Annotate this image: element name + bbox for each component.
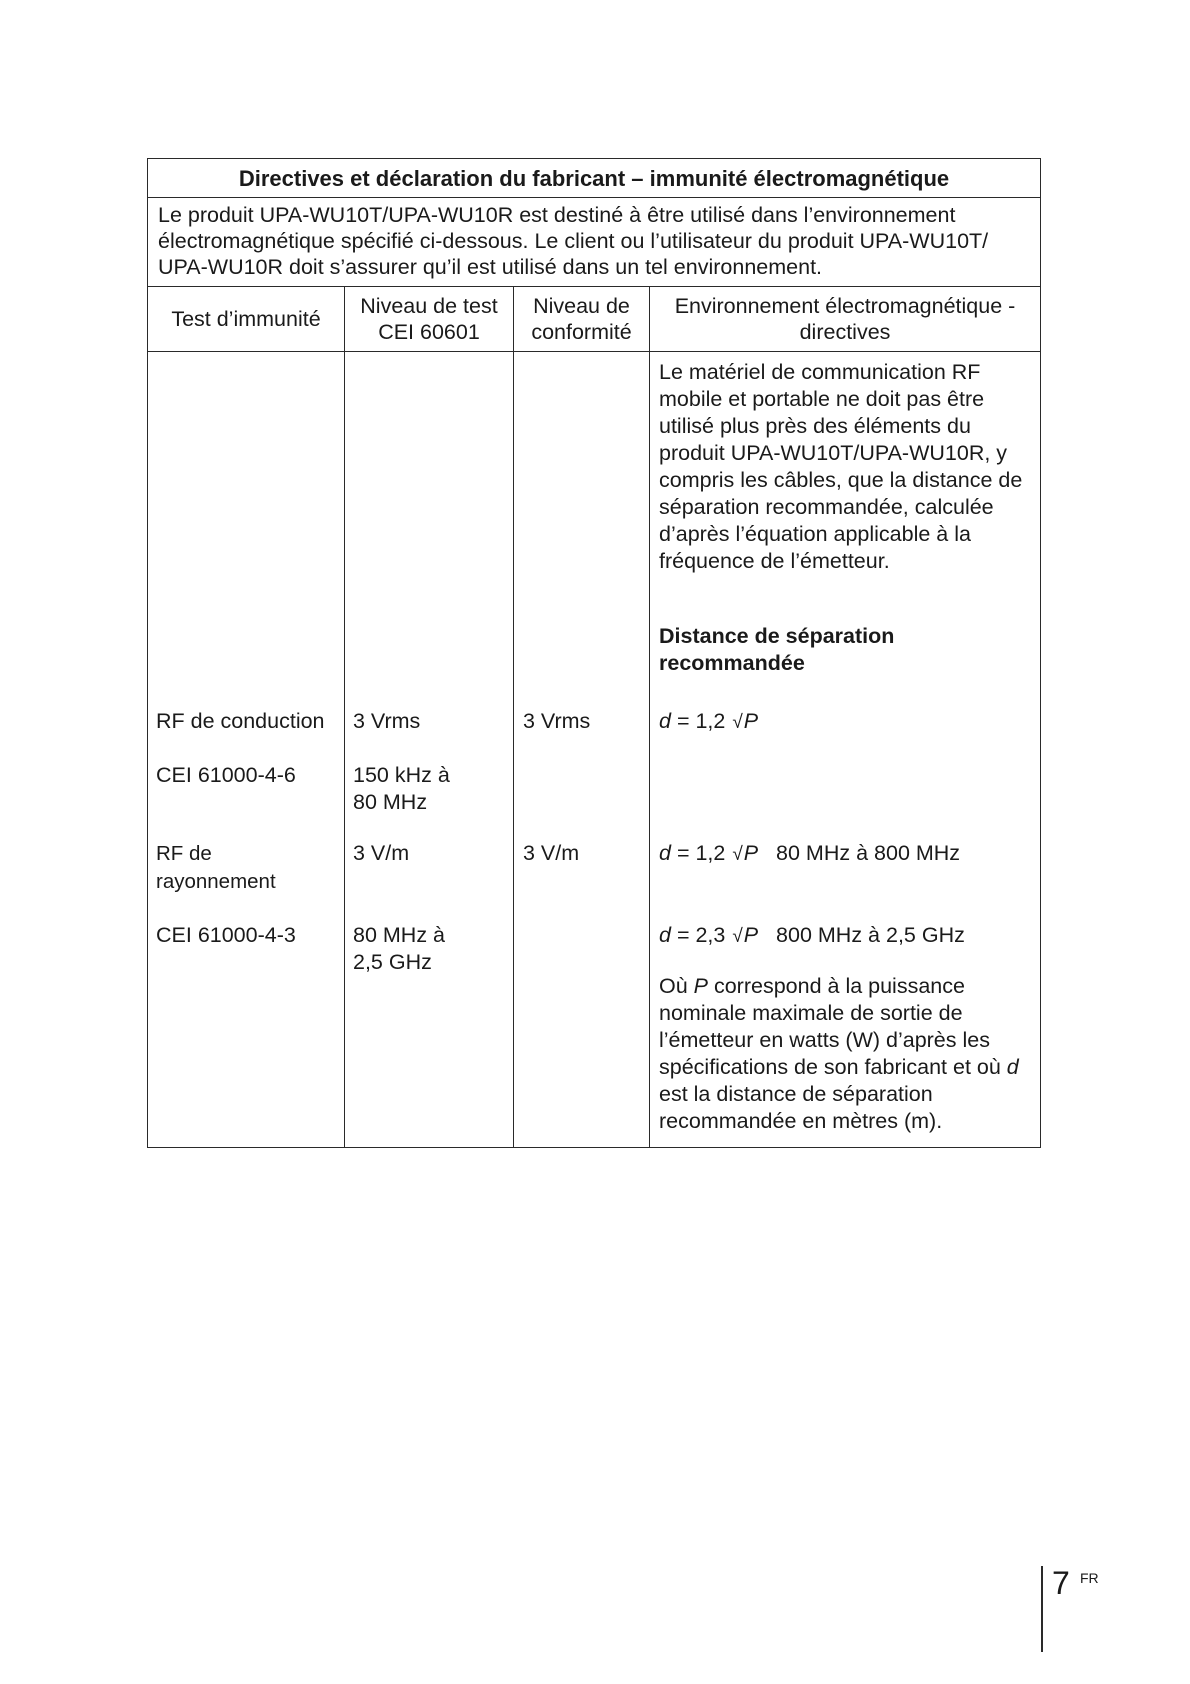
formula-3 — [659, 922, 965, 950]
conformity-vm: 3 V/m — [523, 841, 580, 865]
formula-1 — [659, 708, 758, 736]
formula-1-eq: = 1,2 — [670, 709, 732, 733]
conformity-vrms: 3 Vrms — [523, 709, 591, 733]
formula-3-d: d — [659, 923, 671, 947]
formula-1-p: P — [743, 709, 759, 733]
level-vm: 3 V/m — [353, 841, 410, 865]
formula-3-range: 800 MHz à 2,5 GHz — [758, 923, 965, 947]
col-test — [148, 352, 345, 1148]
formula-3-p: P — [743, 923, 759, 947]
page-number: 7 — [1052, 1565, 1070, 1601]
immunity-table — [147, 158, 1041, 1148]
sqrt-icon: √ — [732, 844, 743, 865]
formula-2-range: 80 MHz à 800 MHz — [758, 841, 961, 865]
note-lead: Où — [659, 974, 694, 998]
header-test: Test d’immunité — [148, 287, 345, 352]
col-conformity — [514, 352, 650, 1148]
rf-conduction-label: RF de conduction — [156, 709, 325, 733]
formula-1-d: d — [659, 709, 671, 733]
sqrt-icon: √ — [732, 712, 743, 733]
cei-61000-4-6-label: CEI 61000-4-6 — [156, 763, 296, 787]
page-number-rule — [1041, 1566, 1043, 1652]
table-intro: Le produit UPA-WU10T/UPA-WU10R est destiné à être utilisé dans l’environnement électromagnétique spécifié ci-dessous. Le client ou l’utilisateur du produit UPA-WU10T/ UPA-WU10R doit s’assurer qu’il est utilisé dans un tel environnement. — [148, 198, 1041, 287]
note-tail: est la distance de séparation recommandée en mètres (m). — [659, 1082, 943, 1133]
formula-3-eq: = 2,3 — [670, 923, 732, 947]
col-level — [345, 352, 514, 1148]
level-range-1: 150 kHz à 80 MHz — [353, 763, 450, 814]
page-language: FR — [1080, 1570, 1099, 1586]
separation-distance-heading: Distance de séparation recommandée — [659, 624, 895, 675]
header-conformity: Niveau de conformité — [514, 287, 650, 352]
header-level: Niveau de test CEI 60601 — [345, 287, 514, 352]
rf-rayonnement-label: RF de rayonnement — [156, 842, 276, 893]
formula-2 — [659, 840, 960, 868]
power-note — [659, 973, 1029, 1135]
header-environment: Environnement électromagnétique - directives — [650, 287, 1041, 352]
note-d: d — [1006, 1055, 1019, 1079]
formula-2-p: P — [743, 841, 759, 865]
formula-2-eq: = 1,2 — [670, 841, 732, 865]
formula-2-d: d — [659, 841, 671, 865]
level-vrms: 3 Vrms — [353, 709, 421, 733]
level-range-2: 80 MHz à 2,5 GHz — [353, 923, 446, 974]
table-title: Directives et déclaration du fabricant – immunité électromagnétique — [148, 159, 1041, 198]
cei-61000-4-3-label: CEI 61000-4-3 — [156, 923, 296, 947]
col-environment — [650, 352, 1041, 1148]
sqrt-icon: √ — [732, 926, 743, 947]
note-p: P — [693, 974, 708, 998]
note-mid: correspond à la puissance nominale maximale de sortie de l’émetteur en watts (W) d’après les spécifications de son fabricant et où — [659, 974, 1007, 1079]
environment-paragraph: Le matériel de communication RF mobile et portable ne doit pas être utilisé plus près des éléments du produit UPA-WU10T/UPA-WU10R, y compris les câbles, que la distance de séparation recommandée, calculée d’après l’équation applicable à la fréquence de l’émetteur. — [659, 360, 1023, 573]
